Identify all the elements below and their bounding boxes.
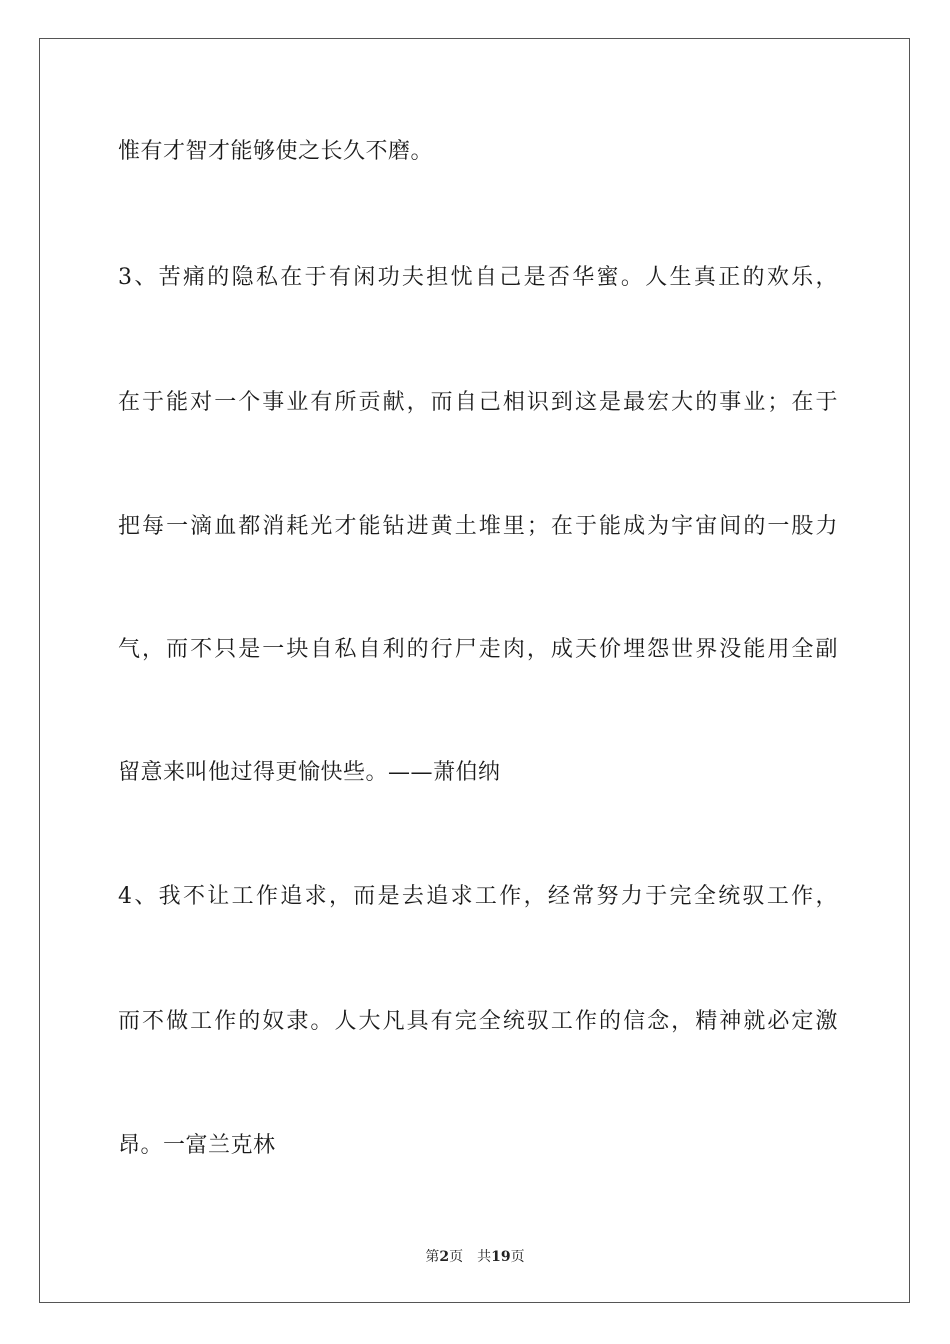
page-prefix: 第 <box>425 1249 440 1265</box>
text-line-7: 4、我不让工作追求，而是去追求工作，经常努力于完全统驭工作， <box>118 884 838 909</box>
page-number: 2 <box>439 1249 450 1265</box>
text-line-5: 气，而不只是一块自私自利的行尸走肉，成天价埋怨世界没能用全副 <box>118 637 838 662</box>
text-line-4: 把每一滴血都消耗光才能钻进黄土堆里；在于能成为宇宙间的一股力 <box>118 514 838 539</box>
text-line-9: 昂。一富兰克林 <box>118 1133 276 1158</box>
total-pages: 19 <box>491 1249 511 1265</box>
total-suffix: 页 <box>510 1249 525 1265</box>
text-line-1: 惟有才智才能够使之长久不磨。 <box>118 139 434 164</box>
text-line-2: 3、苦痛的隐私在于有闲功夫担忧自己是否华蜜。人生真正的欢乐， <box>118 265 838 290</box>
text-line-6: 留意来叫他过得更愉快些。——萧伯纳 <box>118 760 501 785</box>
text-line-8: 而不做工作的奴隶。人大凡具有完全统驭工作的信念，精神就必定激 <box>118 1009 838 1034</box>
total-prefix: 共 <box>477 1249 492 1265</box>
text-line-3: 在于能对一个事业有所贡献，而自己相识到这是最宏大的事业；在于 <box>118 390 838 415</box>
page-frame <box>39 38 910 1303</box>
page-footer <box>0 1247 950 1267</box>
page-suffix: 页 <box>449 1249 464 1265</box>
